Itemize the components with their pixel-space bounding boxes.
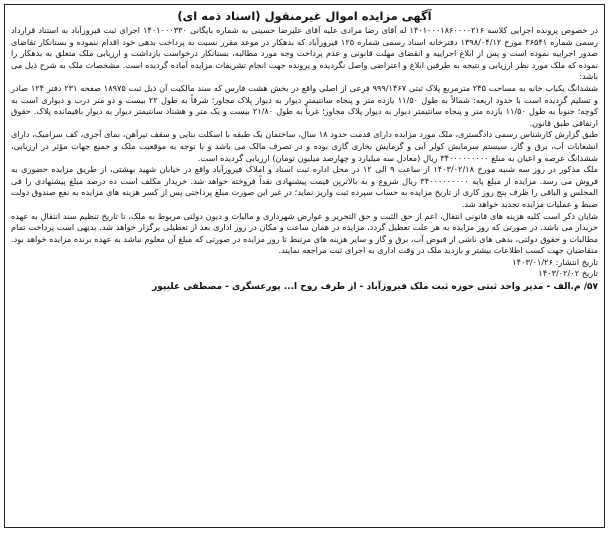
notice-date: تاریخ ۱۴۰۳/۰۲/۰۲ — [538, 268, 598, 279]
notice-paragraph-intro: در خصوص پرونده اجرایی کلاسه ۱۴۰۱۰۰۰۱۸۶۰۰۰۰۲۱۶ له آقای رضا مرادی علیه آقای علیرضا حسینی به شماره بایگانی ۱۴۰۱۰۰۰۳۳۰ اجرای ثبت فیروزآباد به استناد قرارداد رسمی شماره ۳۶۵۴۱ مورخ ۱۳۹۸/۰۴/۱۲ دفترخانه اسناد رسمی شماره ۱۲۵ فیروزآباد که بدهکار در موعد مقرر نسبت به پرداخت بدهی خود اقدام ننموده و بستانکار تقاضای صدور اجراییه نموده است و پس از ابلاغ اجراییه و انقضای مهلت قانونی و عدم پرداخت وجه مورد مطالبه، بستانکار درخواست بازداشت و ارزیابی ملک متعلق به بدهکار را نموده که ملک مورد نظر ارزیابی و نتیجه به طرفین ابلاغ و اعتراضی واصل نگردیده و پرونده جهت انجام تشریفات مزایده آماده گردیده است. مشخصات ملک به شرح ذیل می باشد: — [11, 25, 598, 82]
publish-date: تاریخ انتشار: ۱۴۰۳/۰۱/۲۶ — [512, 256, 598, 267]
signature-line: ۵۷/ م.الف - مدیر واحد ثبتی حوزه ثبت ملک فیروزآباد - از طرف روح ا... پورعسگری - مصطفی علیپور — [152, 282, 598, 293]
notice-paragraph-auction-terms: ملک مذکور در روز سه شنبه مورخ ۱۴۰۳/۰۲/۱۸ از ساعت ۹ الی ۱۲ در محل اداره ثبت اسناد و املاک فیروزآباد واقع در خیابان شهید بهشتی، از طریق مزایده حضوری به فروش می رسد. مزایده از مبلغ پایه ۳۴۰۰۰۰۰۰۰۰۰ ریال شروع و به بالاترین قیمت پیشنهادی نقداً فروخته خواهد شد. خریدار مکلف است ده درصد مبلغ پیشنهادی را فی المجلس و الباقی را ظرف پنج روز کاری از تاریخ مزایده به حساب سپرده ثبت واریز نماید؛ در غیر این صورت مبلغ پرداختی پس از کسر هزینه های مزایده به نفع صندوق دولت ضبط و عملیات مزایده تجدید خواهد شد. — [11, 164, 598, 209]
notice-paragraph-expert-report: طبق گزارش کارشناس رسمی دادگستری، ملک مورد مزایده دارای قدمت حدود ۱۸ سال، ساختمان یک طبقه با اسکلت بنایی و سقف تیرآهن، نمای آجری، کف سرامیک، دارای انشعابات آب، برق و گاز، سیستم سرمایش کولر آبی و گرمایش بخاری گازی بوده و در تصرف مالک می باشد و با توجه به موقعیت ملک و جمیع جهات مؤثر در ارزیابی، ششدانگ عرصه و اعیان به مبلغ ۳۴۰۰۰۰۰۰۰۰۰ ریال (معادل سه میلیارد و چهارصد میلیون تومان) ارزیابی گردیده است. — [11, 129, 598, 163]
notice-paragraph-property: ششدانگ یکباب خانه به مساحت ۲۴۵ مترمربع پلاک ثبتی ۹۹۹/۱۴۶۷ فرعی از اصلی واقع در بخش هشت فارس که سند مالکیت آن ذیل ثبت ۱۸۹۷۵ صفحه ۲۳۱ دفتر ۱۲۴ صادر و تسلیم گردیده است با حدود اربعه: شمالاً به طول ۱۱/۵۰ یازده متر و پنجاه سانتیمتر دیوار به دیوار پلاک مجاور؛ شرقاً به طول ۲۲ بیست و دو متر درب و دیواری است به کوچه؛ جنوباً به طول ۱۱/۵۰ یازده متر و پنجاه سانتیمتر دیوار به دیوار پلاک مجاور؛ غرباً به طول ۲۱/۸۰ بیست و یک متر و هشتاد سانتیمتر دیوار به دیوار باقیمانده پلاک. حقوق ارتفاقی طبق قانون. — [11, 82, 598, 128]
auction-notice — [4, 4, 605, 528]
notice-title: آگهی مزایده اموال غیرمنقول (اسناد ذمه ای) — [177, 9, 432, 23]
notice-paragraph-conditions: شایان ذکر است کلیه هزینه های قانونی انتقال، اعم از حق الثبت و حق التحریر و عوارض شهرداری و مالیات و دیون دولتی مربوط به ملک، تا تاریخ تنظیم سند انتقال به عهده خریدار می باشد. در صورتی که روز مزایده به هر علت تعطیل گردد، مزایده در همان ساعت و مکان در روز اداری بعد از تعطیلی برگزار خواهد شد. بدیهی است پرداخت تمام مطالبات و حقوق دولتی، بدهی های ناشی از قبوض آب، برق و گاز و سایر هزینه های مرتبط تا روز مزایده در صورتی که مبلغ آن معلوم نباشد به عهده برنده مزایده خواهد بود. متقاضیان جهت کسب اطلاعات بیشتر و بازدید ملک در وقت اداری به اجرای ثبت مراجعه نمایند. — [11, 210, 598, 256]
